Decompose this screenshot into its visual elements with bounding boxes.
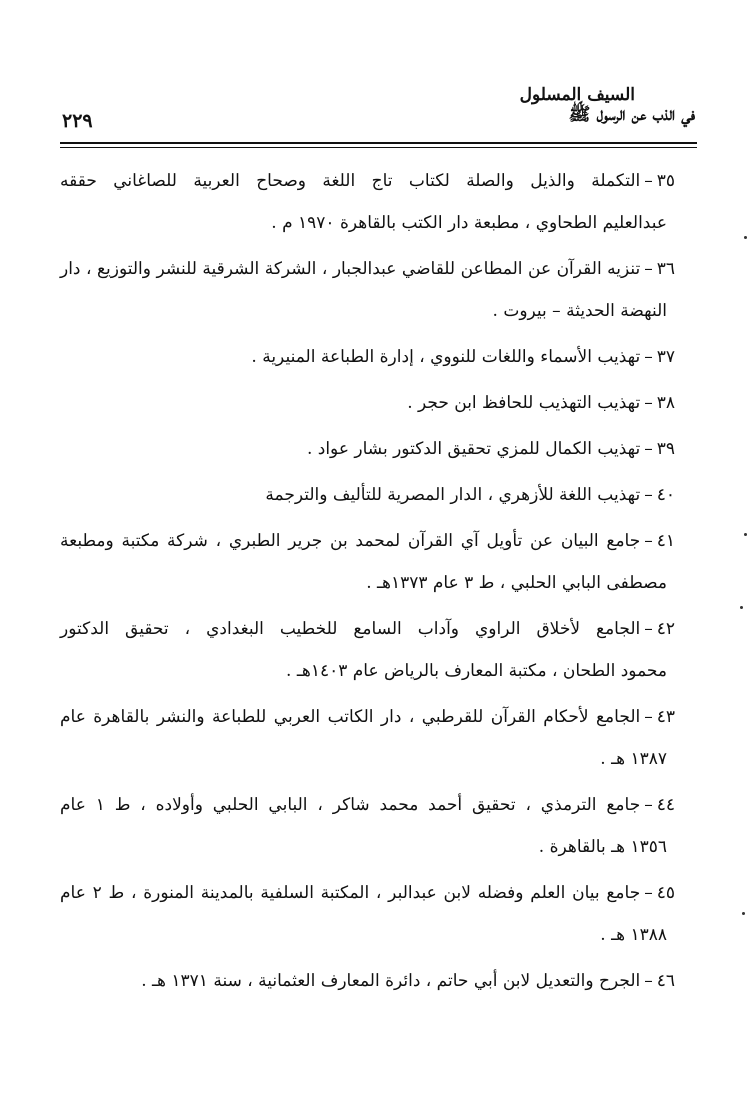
entry-text: جامع البيان عن تأويل آي القرآن لمحمد بن جرير الطبري ، شركة مكتبة ومطبعة [60,531,641,551]
entry-continuation: مصطفى البابي الحلبي ، ط ٣ عام ١٣٧٣هـ . [366,573,667,593]
entry-text: تهذيب التهذيب للحافظ ابن حجر . [407,393,641,413]
bibliography-entry [60,960,675,1002]
entry-first-line [307,439,675,459]
entry-number: ٣٧ [656,347,675,367]
entry-number: ٤٤ [656,795,675,815]
entry-text: الجرح والتعديل لابن أبي حاتم ، دائرة المعارف العثمانية ، سنة ١٣٧١ هـ . [141,971,641,991]
running-header [62,86,695,140]
entry-dash: – [644,171,653,191]
entry-dash: – [644,259,653,279]
entry-number: ٣٩ [656,439,675,459]
page-number: ٢٢٩ [62,110,93,132]
entry-text: تهذيب الكمال للمزي تحقيق الدكتور بشار عواد . [306,439,641,459]
margin-mark [742,912,745,915]
entry-first-line [60,784,675,826]
entry-first-line [60,608,675,650]
book-title-line-2: في الذب عن الرسول ﷺ [568,104,695,126]
bibliography-entry [60,474,675,516]
bibliography-entry [60,248,675,332]
header-rule-thin [60,147,697,148]
entry-first-line [60,248,675,290]
entry-dash: – [644,795,653,815]
entry-text: الجامع لأخلاق الراوي وآداب السامع للخطيب البغدادي ، تحقيق الدكتور [60,619,641,639]
entry-continuation: ١٣٥٦ هـ بالقاهرة . [538,837,667,857]
book-title [520,86,695,125]
entry-text: تهذيب الأسماء واللغات للنووي ، إدارة الطباعة المنيرية . [251,347,641,367]
bibliography-entry [60,872,675,956]
bibliography-entry [60,608,675,692]
entry-continuation: النهضة الحديثة – بيروت . [492,301,667,321]
entry-continuation: ١٣٨٧ هـ . [600,749,667,769]
entry-dash: – [644,707,653,727]
entry-text: جامع بيان العلم وفضله لابن عبدالبر ، المكتبة السلفية بالمدينة المنورة ، ط ٢ عام [60,883,641,903]
entry-number: ٣٦ [656,259,675,279]
entry-continuation: محمود الطحان ، مكتبة المعارف بالرياض عام ١٤٠٣هـ . [286,661,667,681]
entry-continuation: عبدالعليم الطحاوي ، مطبعة دار الكتب بالقاهرة ١٩٧٠ م . [271,213,667,233]
entry-number: ٤٥ [656,883,675,903]
entry-first-line [141,971,675,991]
entry-dash: – [644,531,653,551]
bibliography-entry [60,428,675,470]
margin-mark [744,533,747,536]
margin-mark [740,606,743,609]
entry-dash: – [644,439,653,459]
entry-first-line [265,485,675,505]
entry-dash: – [644,883,653,903]
entry-number: ٤٦ [656,971,675,991]
entry-dash: – [644,971,653,991]
entry-text: تهذيب اللغة للأزهري ، الدار المصرية للتأليف والترجمة [265,485,641,505]
book-title-line-1: السيف المسلول [519,85,635,105]
bibliography-entry [60,696,675,780]
entry-dash: – [644,393,653,413]
entry-text: التكملة والذيل والصلة لكتاب تاج اللغة وصحاح العربية للصاغاني حققه [60,171,641,191]
bibliography-entry [60,336,675,378]
entry-number: ٤٢ [656,619,675,639]
entry-dash: – [644,485,653,505]
entry-number: ٤١ [656,531,675,551]
entry-first-line [407,393,675,413]
bibliography-entry [60,784,675,868]
bibliography-entry [60,160,675,244]
entry-dash: – [644,619,653,639]
entry-first-line [251,347,675,367]
entry-text: جامع الترمذي ، تحقيق أحمد محمد شاكر ، البابي الحلبي وأولاده ، ط ١ عام [60,795,641,815]
entry-number: ٤٠ [656,485,675,505]
entry-first-line [60,160,675,202]
entry-number: ٣٨ [656,393,675,413]
entry-first-line [60,520,675,562]
entry-first-line [60,696,675,738]
header-rule-thick [60,142,697,144]
entry-text: تنزيه القرآن عن المطاعن للقاضي عبدالجبار ، الشركة الشرقية للنشر والتوزيع ، دار [60,259,641,279]
bibliography-entry [60,520,675,604]
margin-mark [744,236,747,239]
entry-number: ٣٥ [656,171,675,191]
entry-text: الجامع لأحكام القرآن للقرطبي ، دار الكاتب العربي للطباعة والنشر بالقاهرة عام [60,707,641,727]
bibliography-entry [60,382,675,424]
bibliography-list [60,160,675,1006]
entry-first-line [60,872,675,914]
entry-continuation: ١٣٨٨ هـ . [600,925,667,945]
entry-dash: – [644,347,653,367]
entry-number: ٤٣ [656,707,675,727]
